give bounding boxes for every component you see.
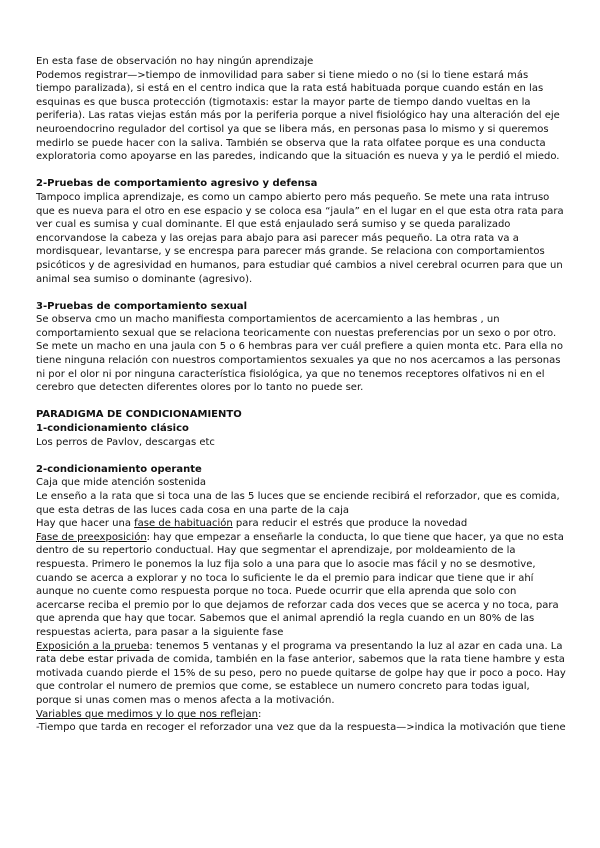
exposure-text: : tenemos 5 ventanas y el programa va presentando la luz al azar en cada una. La rata debe estar privada de comida, también en la fase anterior, sabemos que la rata tiene hambre y esta motivada cuando pierde el 15% de su peso, pero no puede quitarse de golpe hay que ir poco a poco. Hay que controlar el numero de premios que come, se establece un numero concreto para todas igual, porque si unas comen mas o menos afecta a la motivación. <box>36 640 566 706</box>
intro-paragraph: Podemos registrar—>tiempo de inmovilidad para saber si tiene miedo o no (si lo tiene estará más tiempo paralizada), si está en el centro indica que la rata está habituada porque cuando están en las esquinas es que busca protección (tigmotaxis: estar la mayor parte de tiempo dando vueltas en la periferia). Las ratas viejas están más por la periferia porque a nivel fisiológico hay una alteración del eje neuroendocrino regulador del cortisol ya que se libera más, en personas pasa lo mismo y si queremos medirlo se puede hacer con la saliva. También se observa que la rata olfatee porque es una conducta exploratoria como apoyarse en las paredes, indicando que la situación es nueva y ya le perdió el miedo. <box>36 69 560 163</box>
habituation-pre: Hay que hacer una <box>36 518 135 530</box>
section-3-heading: 3-Pruebas de comportamiento sexual <box>36 300 248 312</box>
exposure-label: Exposición a la prueba <box>36 640 150 652</box>
exposure-paragraph <box>36 640 566 708</box>
paradigm-heading: PARADIGMA DE CONDICIONAMIENTO <box>36 409 242 421</box>
section-2-heading: 2-Pruebas de comportamiento agresivo y defensa <box>36 178 318 190</box>
habituation-phase-label: fase de habituación <box>134 518 233 530</box>
operant-line-2: Le enseño a la rata que si toca una de las 5 luces que se enciende recibirá el reforzador, que es comida, que esta detras de las luces cada cosa en una parte de la caja <box>36 491 560 516</box>
preexposure-text: : hay que empezar a enseñarle la conducta, lo que tiene que hacer, ya que no esta dentro de su repertorio conductual. Hay que segmentar el aprendizaje, por moldeamiento de la respuesta. Primero le ponemos la luz fija solo a una para que lo asocie mas fácil y no se desmotive, cuando se acerca a explorar y no toca lo suficiente le da el premio para indicar que tiene que ir ahí aunque no cuente como respuesta porque no toca. Puede ocurrir que ella aprenda que solo con acercarse reciba el premio por lo que dejamos de reforzar cada dos veces que se acerca y no toca, para que aprenda que hay que tocar. Sabemos que el animal aprendió la regla cuando en un 80% de las respuestas acierta, para pasar a la siguiente fase <box>36 531 564 638</box>
variables-colon: : <box>257 708 262 720</box>
classical-conditioning-text: Los perros de Pavlov, descargas etc <box>36 436 215 448</box>
intro-line: En esta fase de observación no hay ningún aprendizaje <box>36 56 314 67</box>
habituation-post: para reducir el estrés que produce la novedad <box>232 518 468 530</box>
section-3-text: Se observa cmo un macho manifiesta comportamientos de acercamiento a las hembras , un comportamiento sexual que se relaciona teoricamente con nuestas preferencias por un sexo o por otro. Se mete un macho en una jaula con 5 o 6 hembras para ver cuál prefiere a quien monta etc. Para ella no tiene ninguna relación con nuestros comportamientos sexuales ya que no nos acercamos a las personas ni por el olor ni por ninguna característica fisiológica, ya que no tenemos receptores olfativos ni en el cerebro que detecten diferentes olores por lo tanto no puede ser. <box>36 314 564 394</box>
classical-conditioning-heading: 1-condicionamiento clásico <box>36 423 189 435</box>
variables-label: Variables que medimos y lo que nos reflejan <box>36 708 258 720</box>
preexposure-label: Fase de preexposición <box>36 531 147 543</box>
preexposure-paragraph <box>36 531 566 640</box>
section-2-text: Tampoco implica aprendizaje, es como un campo abierto pero más pequeño. Se mete una rata intruso que es nueva para el otro en ese espacio y se coloca esa “jaula” en el lugar en el que esta otra rata para ver cual es sumisa y cual dominante. El que está enjaulado será sumiso y se queda paralizado encorvandose la cabeza y las orejas para abajo para asi parecer más pequeño. La otra rata va a mordisquear, levantarse, y se encrespa para parecer más grande. Se relaciona con comportamientos psicóticos y de agresividad en humanos, para estudiar qué cambios a nivel cerebral ocurren para que un animal sea sumiso o dominante (agresivo). <box>36 191 564 285</box>
variables-item: -Tiempo que tarda en recoger el reforzador una vez que da la respuesta—>indica la motivación que tiene <box>36 722 566 734</box>
operant-conditioning-heading: 2-condicionamiento operante <box>36 463 202 475</box>
operant-line-1: Caja que mide atención sostenida <box>36 477 207 489</box>
habituation-line <box>36 517 566 531</box>
variables-heading <box>36 708 566 722</box>
